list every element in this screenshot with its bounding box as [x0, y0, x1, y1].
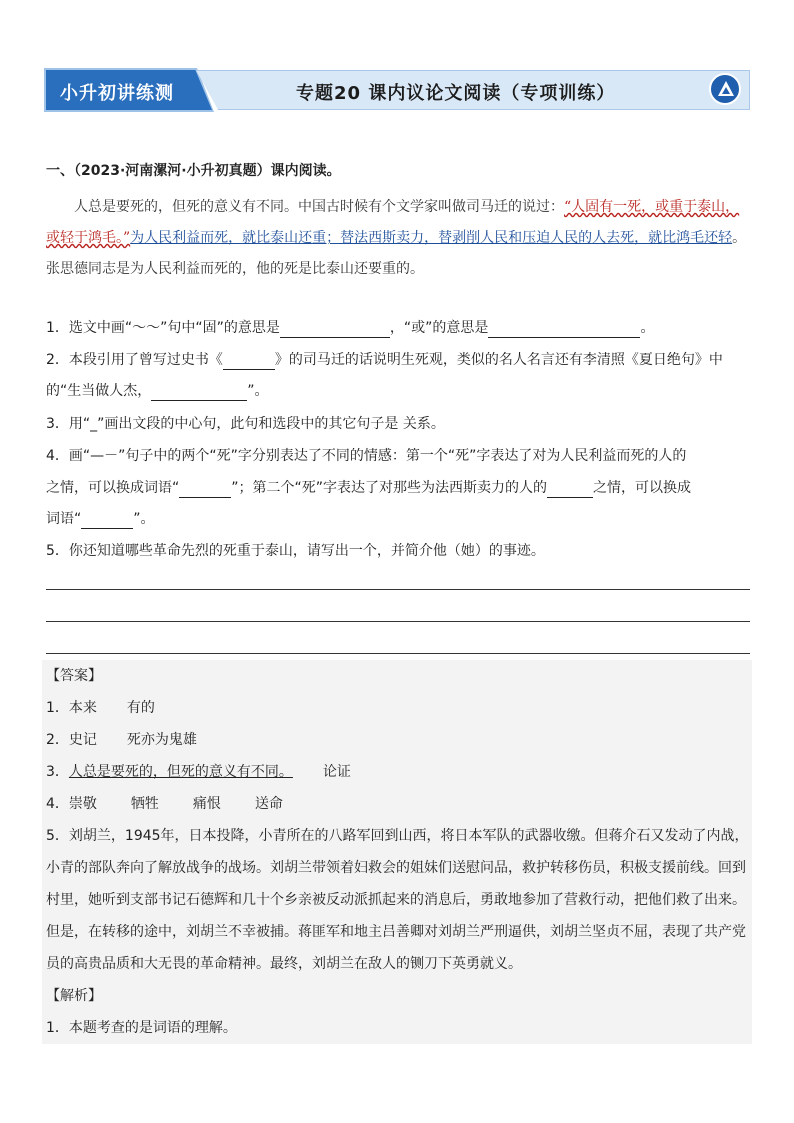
- analysis-label: 【解析】: [46, 988, 102, 1004]
- question-1: 1．选文中画“～～”句中“固”的意思是 ，“或”的意思是 。: [46, 320, 655, 336]
- question-2: 2．本段引用了曾写过史书《 》的司马迁的话说明生死观，类似的名人名言还有李清照《夏日绝句》中: [46, 352, 723, 368]
- writing-line[interactable]: [46, 653, 750, 654]
- triangle-logo-icon: [709, 73, 741, 105]
- answer-blank[interactable]: [151, 386, 247, 401]
- header-title: 专题20 课内议论文阅读（专项训练）: [296, 83, 616, 104]
- answer-blank[interactable]: [547, 483, 593, 498]
- answer-blank[interactable]: [81, 514, 133, 529]
- answer-blank[interactable]: [488, 323, 640, 338]
- header-series-title: 小升初讲练测: [60, 83, 174, 104]
- question-4: 4．画“—－”句子中的两个“死”字分别表达了不同的情感：第一个“死”字表达了对为人民利益而死的人的: [46, 448, 687, 464]
- passage-intro: 人总是要死的，但死的意义有不同。中国古时候有个文学家叫做司马迁的说过：: [74, 199, 564, 215]
- answer-label: 【答案】: [46, 668, 102, 684]
- answer-blank[interactable]: [179, 483, 231, 498]
- question-title: 一、（2023·河南漯河·小升初真题）课内阅读。: [46, 163, 341, 179]
- question-4-cont: 之情，可以换成词语“ ”；第二个“死”字表达了对那些为法西斯卖力的人的 之情，可以换成: [46, 480, 692, 496]
- answer-1: 1．本来 有的: [46, 700, 155, 716]
- answer-3: 3．人总是要死的，但死的意义有不同。 论证: [46, 764, 351, 780]
- analysis-1: 1．本题考查的是词语的理解。: [46, 1020, 237, 1036]
- passage-quote-wavy: “人固有一死，或重于泰山，或轻于鸿毛。”: [46, 199, 740, 246]
- passage-conclusion: 。张思德同志是为人民利益而死的，他的死是比泰山还要重的。: [46, 230, 747, 277]
- question-4-cont2: 词语“ ”。: [46, 511, 155, 527]
- answer-blank[interactable]: [223, 355, 275, 370]
- answer-4: 4．崇敬 牺牲 痛恨 送命: [46, 796, 283, 812]
- question-3: 3．用“_”画出文段的中心句，此句和选段中的其它句子是 关系。: [46, 416, 445, 432]
- answer-2: 2．史记 死亦为鬼雄: [46, 732, 197, 748]
- passage-explanation-underlined: 为人民利益而死，就比泰山还重；替法西斯卖力，替剥削人民和压迫人民的人去死，就比鸿毛还轻: [130, 230, 733, 246]
- question-5: 5．你还知道哪些革命先烈的死重于泰山，请写出一个，并简介他（她）的事迹。: [46, 543, 545, 559]
- question-2-cont: 的“生当做人杰， ”。: [46, 383, 269, 399]
- writing-line[interactable]: [46, 621, 750, 622]
- writing-line[interactable]: [46, 589, 750, 590]
- answer-blank[interactable]: [280, 323, 390, 338]
- answer-5: 5．刘胡兰，1945年，日本投降，小青所在的八路军回到山西，将日本军队的武器收缴。但蒋介石又发动了内战，小青的部队奔向了解放战争的战场。刘胡兰带领着妇救会的姐妹们送慰问品，救护转移伤员，积极支援前线。回到村里，她听到支部书记石德辉和几十个乡亲被反动派抓起来的消息后，勇敢地参加了营救行动，把他们救了出来。但是，在转移的途中，刘胡兰不幸被捕。蒋匪军和地主吕善卿对刘胡兰严刑逼供，刘胡兰坚贞不屈，表现了共产党员的高贵品质和大无畏的革命精神。最终，刘胡兰在敌人的铡刀下英勇就义。: [46, 828, 749, 972]
- reading-passage: [46, 192, 752, 285]
